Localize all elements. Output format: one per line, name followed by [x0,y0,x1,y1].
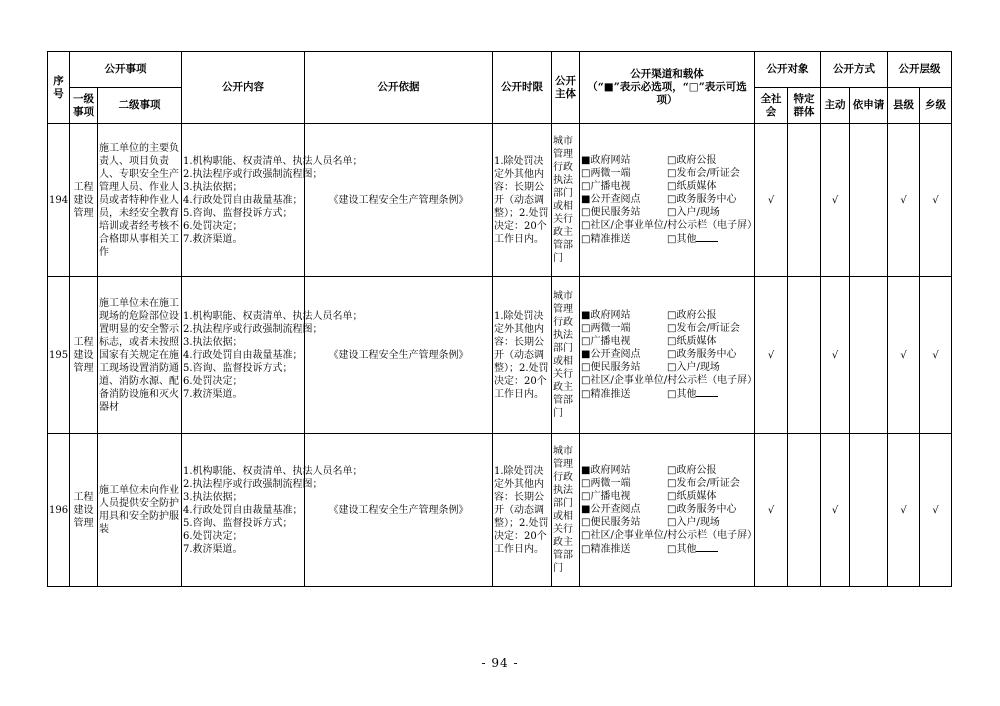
row-level-town: √ [920,124,952,277]
row-seq: 194 [48,124,70,277]
header-level-county: 县级 [888,88,920,124]
header-audience: 公开对象 [755,52,821,88]
channel-option: □其他 [667,544,697,555]
table-row [48,434,952,587]
row-basis: 《建设工程安全生产管理条例》 [305,434,493,587]
header-audience-all: 全社会 [755,88,788,124]
disclosure-table [47,51,952,587]
channel-option: □两微一端 [581,478,631,489]
content-item: 7.救济渠道。 [183,388,243,400]
header-level-town: 乡级 [920,88,952,124]
row-method-active: √ [821,124,850,277]
content-item: 7.救济渠道。 [183,233,243,245]
row-audience-all: √ [755,434,788,587]
channel-option: ■公开查阅点 [581,349,641,360]
row-time: 1.除处罚决定外其他内容：长期公开（动态调整）；2.处罚决定：20个工作日内。 [493,124,552,277]
row-level1: 工程建设管理 [70,277,98,434]
channel-option: □政府公报 [667,310,717,321]
channel-option: □政务服务中心 [667,504,737,515]
content-item: 4.行政处罚自由裁量基准； [183,194,303,206]
header-subject: 公开主体 [552,52,580,124]
channel-option: □政务服务中心 [667,349,737,360]
blank-line [696,387,718,397]
channel-option: □便民服务站 [581,517,641,528]
content-item: 2.执法程序或行政强制流程图； [183,323,323,335]
content-item: 1.机构职能、权责清单、执法人员名单； [183,310,363,322]
row-level-county: √ [888,277,920,434]
row-subject: 城市管理行政执法部门或相关行政主管部门 [552,124,580,277]
content-item: 5.咨询、监督投诉方式； [183,207,293,219]
row-audience-specific [788,434,821,587]
header-method-active: 主动 [821,88,850,124]
header-items-group: 公开事项 [70,52,182,88]
channel-option: □入户/现场 [667,362,720,373]
page-number: - 94 - [481,656,519,670]
channel-option: □政府公报 [667,155,717,166]
content-item: 1.机构职能、权责清单、执法人员名单； [183,465,363,477]
row-audience-all: √ [755,124,788,277]
content-item: 5.咨询、监督投诉方式； [183,362,293,374]
channel-option: □社区/企事业单位/村公示栏（电子屏） [581,375,758,386]
row-level-county: √ [888,124,920,277]
header-method-request: 依申请 [850,88,888,124]
row-channels [580,277,758,434]
table-body [48,124,952,587]
row-method-request [850,434,888,587]
content-item: 2.执法程序或行政强制流程图； [183,168,323,180]
channel-option: ■政府网站 [581,155,631,166]
row-method-request [850,124,888,277]
header-level2: 二级事项 [98,88,182,124]
channel-option: □精准推送 [581,389,631,400]
channel-option: □两微一端 [581,323,631,334]
row-audience-all: √ [755,277,788,434]
header-channels [580,52,755,124]
row-seq: 195 [48,277,70,434]
row-content [182,124,363,277]
row-subject: 城市管理行政执法部门或相关行政主管部门 [552,277,580,434]
channel-option: □发布会/听证会 [667,168,740,179]
blank-line [696,232,718,242]
row-audience-specific [788,124,821,277]
table-row [48,124,952,277]
header-audience-specific: 特定群体 [788,88,821,124]
channel-option: ■政府网站 [581,465,631,476]
row-method-active: √ [821,277,850,434]
row-method-request [850,277,888,434]
header-channels-note: （“■”表示必选项，“□”表示可选项） [587,81,747,106]
channel-option: □精准推送 [581,544,631,555]
header-level1: 一级事项 [70,88,98,124]
row-time: 1.除处罚决定外其他内容：长期公开（动态调整）；2.处罚决定：20个工作日内。 [493,277,552,434]
header-time: 公开时限 [493,52,552,124]
header-seq: 序号 [48,52,70,124]
channel-option: ■公开查阅点 [581,504,641,515]
channel-option: □纸质媒体 [667,181,717,192]
content-item: 6.处罚决定； [183,375,243,387]
content-item: 4.行政处罚自由裁量基准； [183,504,303,516]
row-level1: 工程建设管理 [70,434,98,587]
channel-option: □精准推送 [581,234,631,245]
channel-option: □政务服务中心 [667,194,737,205]
content-item: 7.救济渠道。 [183,543,243,555]
content-item: 3.执法依据； [183,336,243,348]
content-item: 3.执法依据； [183,181,243,193]
channel-option: □社区/企事业单位/村公示栏（电子屏） [581,530,758,541]
channel-option: □政府公报 [667,465,717,476]
row-basis: 《建设工程安全生产管理条例》 [305,124,493,277]
blank-line [696,542,718,552]
channel-option: □纸质媒体 [667,491,717,502]
channel-option: ■政府网站 [581,310,631,321]
channel-option: □便民服务站 [581,207,641,218]
channel-option: □两微一端 [581,168,631,179]
channel-option: □广播电视 [581,181,631,192]
channel-option: □入户/现场 [667,517,720,528]
row-level2: 施工单位未向作业人员提供安全防护用具和安全防护服装 [98,434,182,587]
row-subject: 城市管理行政执法部门或相关行政主管部门 [552,434,580,587]
content-item: 2.执法程序或行政强制流程图； [183,478,323,490]
row-channels [580,124,758,277]
content-item: 6.处罚决定； [183,220,243,232]
channel-option: □其他 [667,389,697,400]
channel-option: □发布会/听证会 [667,323,740,334]
header-channels-title: 公开渠道和载体 [630,68,704,80]
channel-option: □其他 [667,234,697,245]
channel-option: □发布会/听证会 [667,478,740,489]
row-content [182,277,363,434]
row-time: 1.除处罚决定外其他内容：长期公开（动态调整）；2.处罚决定：20个工作日内。 [493,434,552,587]
row-audience-specific [788,277,821,434]
row-level1: 工程建设管理 [70,124,98,277]
content-item: 3.执法依据； [183,491,243,503]
content-item: 4.行政处罚自由裁量基准； [183,349,303,361]
channel-option: □纸质媒体 [667,336,717,347]
channel-option: □便民服务站 [581,362,641,373]
header-level: 公开层级 [888,52,952,88]
row-level-town: √ [920,434,952,587]
channel-option: □广播电视 [581,336,631,347]
row-level-county: √ [888,434,920,587]
row-level2: 施工单位的主要负责人、项目负责人、专职安全生产管理人员、作业人员或者特种作业人员，未经安全教育培训或者经考核不合格即从事相关工作 [98,124,182,277]
header-content: 公开内容 [182,52,305,124]
header-method: 公开方式 [821,52,888,88]
row-seq: 196 [48,434,70,587]
channel-option: □广播电视 [581,491,631,502]
row-level-town: √ [920,277,952,434]
table-row [48,277,952,434]
content-item: 5.咨询、监督投诉方式； [183,517,293,529]
content-item: 1.机构职能、权责清单、执法人员名单； [183,155,363,167]
header-basis: 公开依据 [305,52,493,124]
row-level2: 施工单位未在施工现场的危险部位设置明显的安全警示标志，或者未按照国家有关规定在施工现场设置消防通道、消防水源、配备消防设施和灭火器材 [98,277,182,434]
channel-option: □社区/企事业单位/村公示栏（电子屏） [581,220,758,231]
content-item: 6.处罚决定； [183,530,243,542]
row-basis: 《建设工程安全生产管理条例》 [305,277,493,434]
row-channels [580,434,758,587]
row-content [182,434,363,587]
row-method-active: √ [821,434,850,587]
channel-option: □入户/现场 [667,207,720,218]
channel-option: ■公开查阅点 [581,194,641,205]
